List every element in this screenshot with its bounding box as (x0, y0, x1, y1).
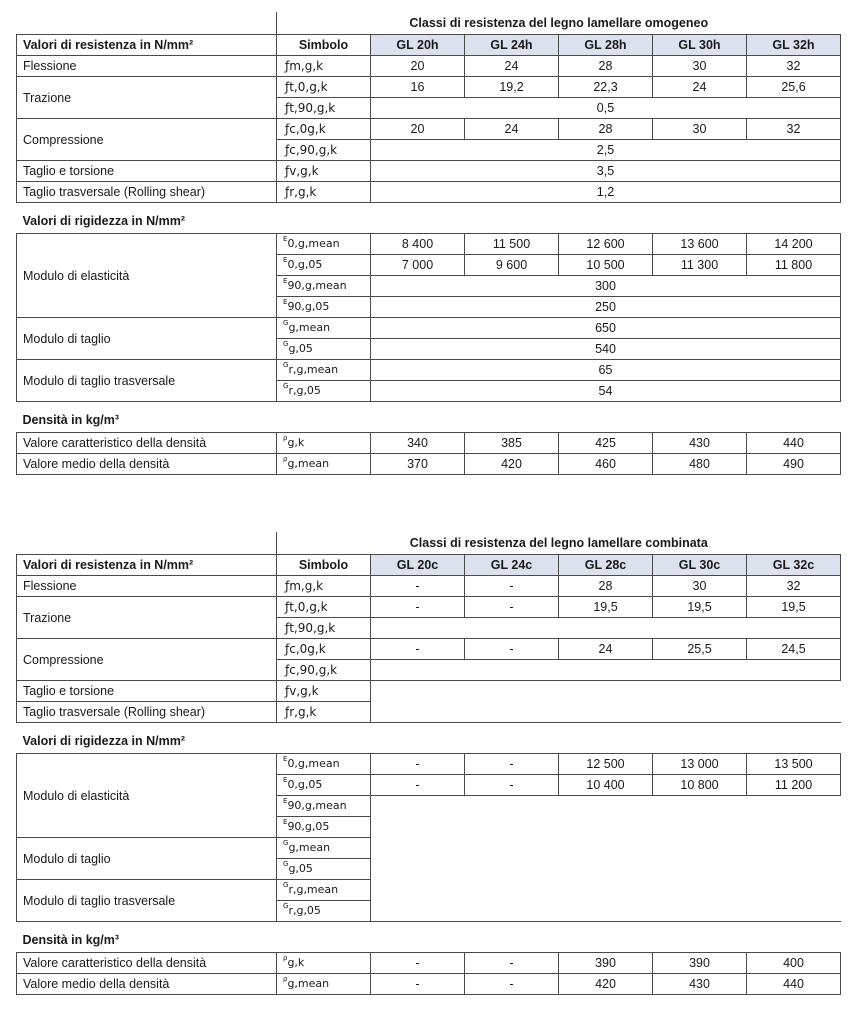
class-header: GL 24h (465, 35, 559, 56)
value-cell: 13 500 (747, 754, 841, 775)
symbol-cell: $^G$g,mean (277, 838, 371, 859)
symbol-cell: ƒc,90,g,k (277, 660, 371, 681)
value-cell: 390 (559, 953, 653, 974)
row-label: Taglio e torsione (17, 161, 277, 182)
symbol-cell: ƒt,0,g,k (277, 597, 371, 618)
value-cell-spanning: 250 (371, 297, 841, 318)
symbol-cell: ƒv,g,k (277, 161, 371, 182)
value-cell: 430 (653, 974, 747, 995)
row-label: Modulo di elasticità (17, 754, 277, 838)
symbol-cell: ƒr,g,k (277, 702, 371, 723)
symbol-cell: $^E$0,g,05 (277, 775, 371, 796)
value-cell: 11 500 (465, 234, 559, 255)
value-cell-spanning: 300 (371, 276, 841, 297)
value-cell: 32 (747, 119, 841, 140)
value-cell: 13 600 (653, 234, 747, 255)
value-cell: 10 400 (559, 775, 653, 796)
symbol-cell: ƒv,g,k (277, 681, 371, 702)
value-cell: 19,5 (559, 597, 653, 618)
symbol-cell: $^G$r,g,mean (277, 360, 371, 381)
value-cell: 400 (747, 953, 841, 974)
value-cell: 460 (559, 454, 653, 475)
row-label: Modulo di taglio (17, 838, 277, 880)
value-cell-spanning (371, 796, 841, 817)
value-cell: 22,3 (559, 77, 653, 98)
value-cell: 440 (747, 974, 841, 995)
symbol-cell: ƒc,0g,k (277, 119, 371, 140)
value-cell: 385 (465, 433, 559, 454)
value-cell-spanning (371, 838, 841, 859)
table-row (17, 838, 841, 859)
value-cell: 430 (653, 433, 747, 454)
value-cell: 30 (653, 576, 747, 597)
row-label: Flessione (17, 56, 277, 77)
value-cell-spanning: 650 (371, 318, 841, 339)
row-label: Valore caratteristico della densità (17, 953, 277, 974)
value-cell: 10 800 (653, 775, 747, 796)
table-row (17, 702, 841, 723)
value-cell: 390 (653, 953, 747, 974)
value-cell: 420 (559, 974, 653, 995)
value-cell: 32 (747, 576, 841, 597)
value-cell: 8 400 (371, 234, 465, 255)
symbol-cell: ƒm,g,k (277, 56, 371, 77)
value-cell-spanning: 1,2 (371, 182, 841, 203)
value-cell-spanning (371, 681, 841, 702)
symbol-cell: ƒc,90,g,k (277, 140, 371, 161)
value-cell: 28 (559, 119, 653, 140)
class-header: GL 20c (371, 555, 465, 576)
strength-section-header: Valori di resistenza in N/mm² (17, 35, 277, 56)
table-title: Classi di resistenza del legno lamellare combinata (277, 532, 841, 555)
symbol-cell: ƒc,0g,k (277, 639, 371, 660)
density-section-header: Densità in kg/m³ (17, 922, 841, 953)
value-cell: 25,5 (653, 639, 747, 660)
symbol-cell: ƒt,90,g,k (277, 618, 371, 639)
value-cell-spanning (371, 702, 841, 723)
table-row (17, 433, 841, 454)
table-row (17, 754, 841, 775)
symbol-cell: $^\rho$g,k (277, 433, 371, 454)
value-cell: 425 (559, 433, 653, 454)
value-cell: 28 (559, 576, 653, 597)
table-row (17, 880, 841, 901)
value-cell: 19,5 (747, 597, 841, 618)
value-cell: 24 (465, 119, 559, 140)
density-section-header: Densità in kg/m³ (17, 402, 841, 433)
table-row (17, 56, 841, 77)
stiffness-section-header: Valori di rigidezza in N/mm² (17, 203, 841, 234)
symbol-header: Simbolo (277, 555, 371, 576)
class-header: GL 30c (653, 555, 747, 576)
symbol-cell: ƒt,90,g,k (277, 98, 371, 119)
class-header: GL 28c (559, 555, 653, 576)
value-cell: - (465, 974, 559, 995)
value-cell: 30 (653, 119, 747, 140)
value-cell: 14 200 (747, 234, 841, 255)
value-cell-spanning: 2,5 (371, 140, 841, 161)
symbol-cell: ƒt,0,g,k (277, 77, 371, 98)
value-cell-spanning: 3,5 (371, 161, 841, 182)
symbol-cell: $^E$90,g,mean (277, 276, 371, 297)
value-cell-spanning (371, 901, 841, 922)
value-cell-spanning (371, 880, 841, 901)
value-cell: - (371, 754, 465, 775)
value-cell: - (465, 576, 559, 597)
row-label: Compressione (17, 119, 277, 161)
value-cell: - (371, 597, 465, 618)
value-cell: 420 (465, 454, 559, 475)
value-cell: 20 (371, 56, 465, 77)
table-row (17, 318, 841, 339)
value-cell: - (371, 775, 465, 796)
table-row (17, 953, 841, 974)
value-cell: 370 (371, 454, 465, 475)
value-cell-spanning: 540 (371, 339, 841, 360)
class-header: GL 28h (559, 35, 653, 56)
table-row (17, 639, 841, 660)
symbol-cell: $^G$g,mean (277, 318, 371, 339)
symbol-cell: $^G$r,g,mean (277, 880, 371, 901)
symbol-cell: $^G$g,05 (277, 859, 371, 880)
value-cell: - (465, 639, 559, 660)
value-cell-spanning (371, 817, 841, 838)
value-cell: 490 (747, 454, 841, 475)
strength-section-header: Valori di resistenza in N/mm² (17, 555, 277, 576)
value-cell: - (371, 953, 465, 974)
symbol-cell: $^E$90,g,05 (277, 817, 371, 838)
value-cell: 340 (371, 433, 465, 454)
table-row (17, 454, 841, 475)
value-cell: 11 800 (747, 255, 841, 276)
value-cell: 480 (653, 454, 747, 475)
symbol-cell: $^\rho$g,mean (277, 974, 371, 995)
symbol-header: Simbolo (277, 35, 371, 56)
table-row (17, 360, 841, 381)
stiffness-section-header: Valori di rigidezza in N/mm² (17, 723, 841, 754)
class-header: GL 32h (747, 35, 841, 56)
row-label: Valore caratteristico della densità (17, 433, 277, 454)
row-label: Compressione (17, 639, 277, 681)
value-cell: - (371, 974, 465, 995)
symbol-cell: $^E$0,g,mean (277, 234, 371, 255)
row-label: Modulo di taglio trasversale (17, 360, 277, 402)
value-cell-spanning (371, 859, 841, 880)
value-cell: 440 (747, 433, 841, 454)
table-row (17, 182, 841, 203)
value-cell: - (371, 639, 465, 660)
symbol-cell: $^E$0,g,05 (277, 255, 371, 276)
table-row (17, 681, 841, 702)
value-cell-spanning (371, 618, 841, 639)
value-cell: 9 600 (465, 255, 559, 276)
value-cell: 19,2 (465, 77, 559, 98)
row-label: Trazione (17, 77, 277, 119)
row-label: Taglio e torsione (17, 681, 277, 702)
value-cell: 12 600 (559, 234, 653, 255)
symbol-cell: $^E$90,g,05 (277, 297, 371, 318)
value-cell-spanning: 0,5 (371, 98, 841, 119)
row-label: Modulo di taglio trasversale (17, 880, 277, 922)
value-cell: 10 500 (559, 255, 653, 276)
class-header: GL 20h (371, 35, 465, 56)
value-cell: 11 300 (653, 255, 747, 276)
table-combinata (16, 532, 841, 995)
value-cell: 19,5 (653, 597, 747, 618)
value-cell: 16 (371, 77, 465, 98)
table-row (17, 234, 841, 255)
class-header: GL 24c (465, 555, 559, 576)
class-header: GL 30h (653, 35, 747, 56)
table-row (17, 77, 841, 98)
symbol-cell: $^E$0,g,mean (277, 754, 371, 775)
table-row (17, 161, 841, 182)
value-cell: - (465, 754, 559, 775)
value-cell: - (465, 953, 559, 974)
value-cell-spanning: 65 (371, 360, 841, 381)
value-cell: 28 (559, 56, 653, 77)
value-cell: 30 (653, 56, 747, 77)
value-cell: 7 000 (371, 255, 465, 276)
value-cell: 24 (465, 56, 559, 77)
value-cell: 32 (747, 56, 841, 77)
value-cell: 24 (653, 77, 747, 98)
value-cell-spanning (371, 660, 841, 681)
value-cell: 24 (559, 639, 653, 660)
value-cell: 25,6 (747, 77, 841, 98)
row-label: Taglio trasversale (Rolling shear) (17, 182, 277, 203)
symbol-cell: $^\rho$g,mean (277, 454, 371, 475)
value-cell-spanning: 54 (371, 381, 841, 402)
row-label: Taglio trasversale (Rolling shear) (17, 702, 277, 723)
symbol-cell: $^\rho$g,k (277, 953, 371, 974)
value-cell: 24,5 (747, 639, 841, 660)
table-omogeneo (16, 12, 841, 475)
value-cell: - (465, 597, 559, 618)
row-label: Modulo di taglio (17, 318, 277, 360)
table-row (17, 597, 841, 618)
value-cell: 11 200 (747, 775, 841, 796)
symbol-cell: $^E$90,g,mean (277, 796, 371, 817)
value-cell: 12 500 (559, 754, 653, 775)
table-title: Classi di resistenza del legno lamellare omogeneo (277, 12, 841, 35)
table-row (17, 576, 841, 597)
value-cell: - (465, 775, 559, 796)
row-label: Modulo di elasticità (17, 234, 277, 318)
symbol-cell: $^G$r,g,05 (277, 901, 371, 922)
value-cell: 13 000 (653, 754, 747, 775)
value-cell: 20 (371, 119, 465, 140)
symbol-cell: ƒm,g,k (277, 576, 371, 597)
class-header: GL 32c (747, 555, 841, 576)
row-label: Trazione (17, 597, 277, 639)
symbol-cell: $^G$r,g,05 (277, 381, 371, 402)
value-cell: - (371, 576, 465, 597)
symbol-cell: ƒr,g,k (277, 182, 371, 203)
row-label: Valore medio della densità (17, 454, 277, 475)
table-row (17, 974, 841, 995)
symbol-cell: $^G$g,05 (277, 339, 371, 360)
table-row (17, 119, 841, 140)
row-label: Flessione (17, 576, 277, 597)
row-label: Valore medio della densità (17, 974, 277, 995)
